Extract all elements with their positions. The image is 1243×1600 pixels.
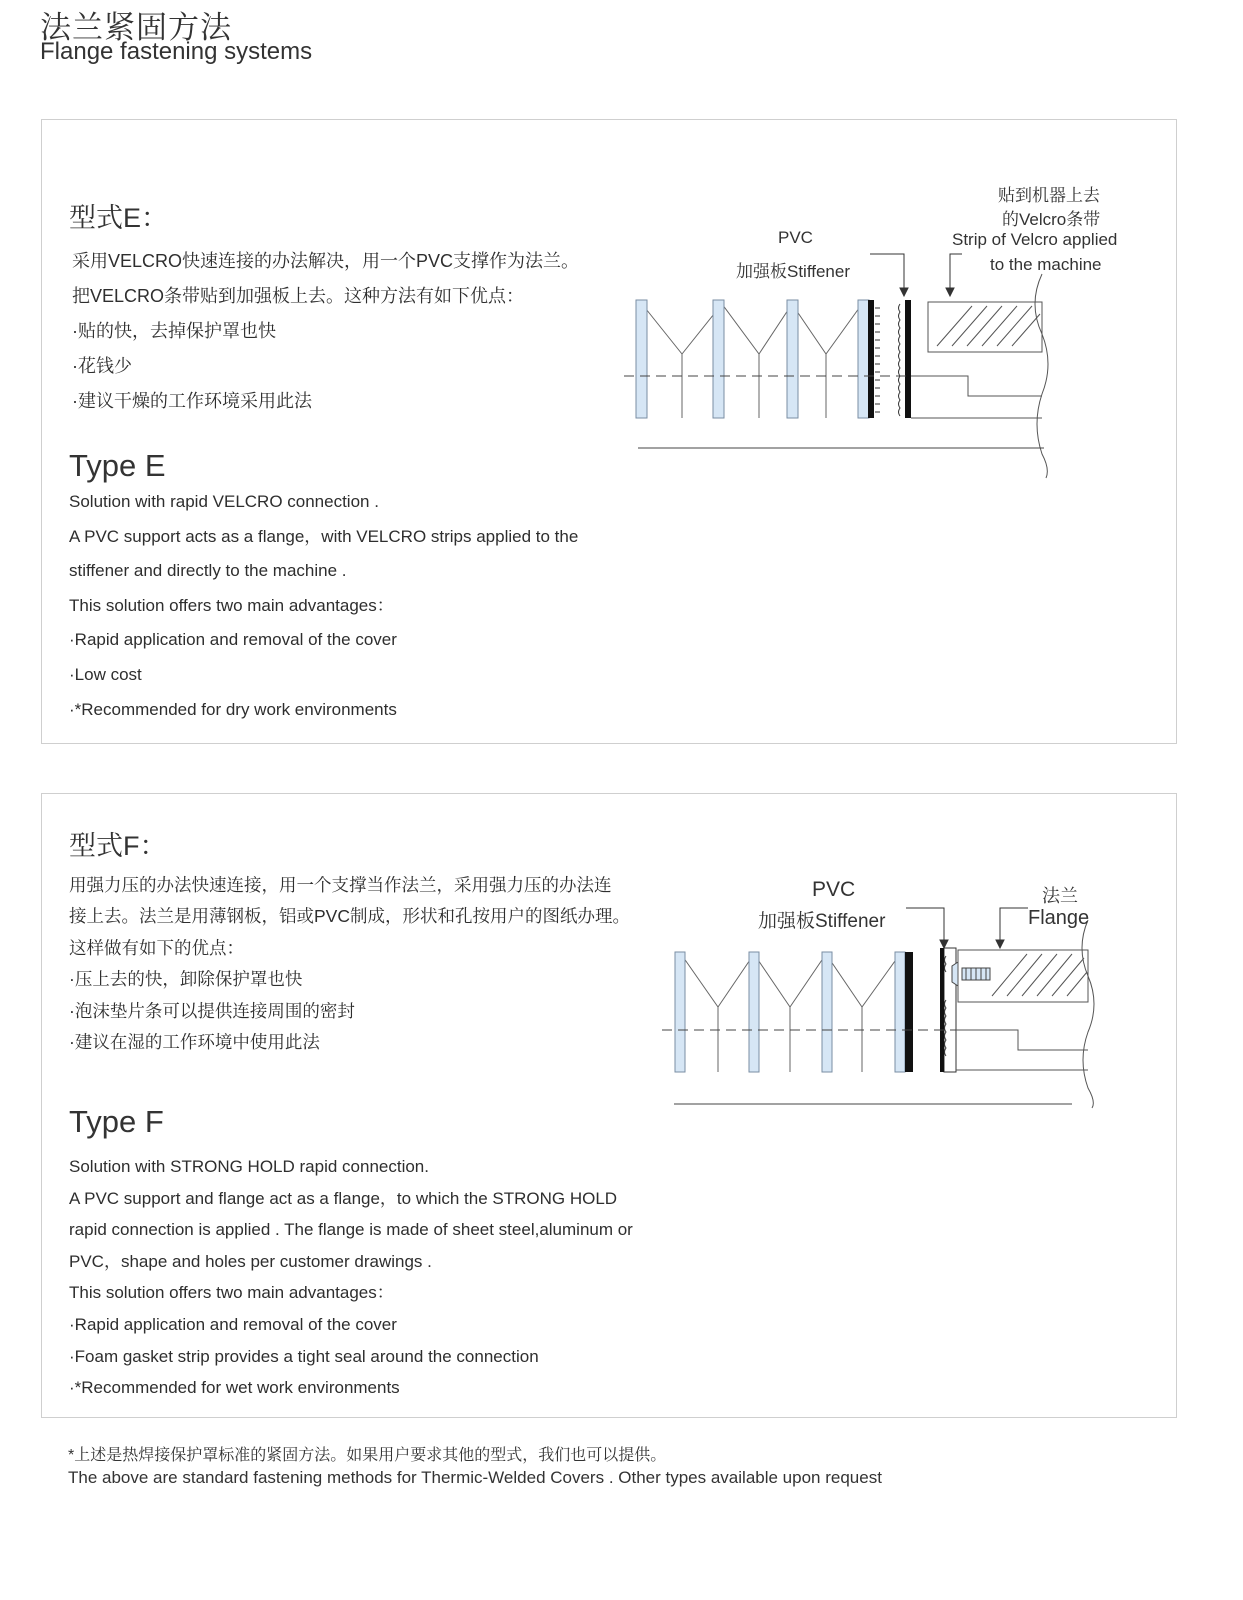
page-title-cn: 法兰紧固方法 [40,10,232,45]
type-f-title-cn: 型式F： [69,831,167,861]
machine-body [956,920,1094,1108]
page-title-en: Flange fastening systems [40,38,313,65]
velcro-label-cn-2: 的Velcro条带 [1002,210,1101,229]
type-e-cn-line: ·贴的快，去掉保护罩也快 [72,321,276,341]
velcro-label-en-1: Strip of Velcro applied [952,230,1118,249]
stiffener-label: 加强板Stiffener [758,911,886,932]
type-e-description-en [69,489,578,731]
type-e-panel [41,119,1177,744]
type-e-cn-line: 把VELCRO条带贴到加强板上去。这种方法有如下优点： [72,286,525,306]
pvc-label: PVC [812,878,856,901]
flange-label-en: Flange [1028,907,1090,929]
type-e-en-line: A PVC support acts as a flange，with VELCRO strips applied to the [69,526,579,546]
stiffener-plate [905,952,913,1072]
type-e-cn-line: 采用VELCRO快速连接的办法解决，用一个PVC支撑作为法兰。 [72,251,580,271]
stiffener-plate [868,300,874,418]
type-f-cn-line: 接上去。法兰是用薄钢板，铝或PVC制成，形状和孔按用户的图纸办理。 [69,906,630,927]
velcro-loops-machine [899,304,901,416]
type-f-en-line: This solution offers two main advantages： [69,1283,394,1303]
pvc-label: PVC [778,228,813,247]
type-f-cn-line: 用强力压的办法快速连接，用一个支撑当作法兰，采用强力压的办法连 [69,875,612,895]
footer-note-cn: *上述是热焊接保护罩标准的紧固方法。如果用户要求其他的型式，我们也可以提供。 [68,1447,667,1464]
type-e-title-cn: 型式E： [69,203,169,233]
flange-label-cn: 法兰 [1042,886,1078,906]
footer-note-en: The above are standard fastening methods for Thermic-Welded Covers . Other types available upon request [68,1468,882,1487]
type-f-cn-line: ·建议在湿的工作环境中使用此法 [69,1031,320,1052]
flange-plate [940,948,944,1072]
stiffener-label: 加强板Stiffener [736,262,851,281]
machine-plate [905,300,911,418]
type-e-en-line: ·Rapid application and removal of the cover [69,630,397,650]
type-f-en-line: Solution with STRONG HOLD rapid connection. [69,1157,429,1176]
pvc-pleat-plates [636,300,869,418]
type-e-en-line: Solution with rapid VELCRO connection . [69,492,379,511]
type-f-cn-line: ·泡沫垫片条可以提供连接周围的密封 [69,1000,355,1021]
velcro-label-en-2: to the machine [990,255,1102,274]
type-e-description-cn [72,247,579,422]
type-f-description-en [69,1154,633,1407]
type-f-en-line: PVC，shape and holes per customer drawings . [69,1251,432,1271]
type-f-panel [41,793,1177,1418]
leader-arrows [870,254,962,296]
leader-arrows [906,908,1028,948]
machine-body [911,274,1048,478]
type-f-diagram [662,878,1132,1112]
type-e-cn-line: ·建议干燥的工作环境采用此法 [72,391,312,411]
type-e-en-line: This solution offers two main advantages： [69,595,394,615]
velcro-label-cn-1: 贴到机器上去 [998,186,1100,205]
type-f-en-line: ·*Recommended for wet work environments [69,1378,400,1398]
type-f-cn-line: ·压上去的快，卸除保护罩也快 [69,969,303,990]
type-e-title-en: Type E [69,448,166,483]
type-f-en-line: ·Rapid application and removal of the cover [69,1314,397,1334]
type-e-en-line: stiffener and directly to the machine . [69,561,347,581]
type-f-title-en: Type F [69,1104,164,1139]
velcro-hooks-stiffener [875,308,880,412]
type-f-en-line: ·Foam gasket strip provides a tight seal around the connection [69,1346,539,1366]
type-e-en-line: ·Low cost [69,664,142,684]
type-f-cn-line: 这样做有如下的优点： [69,937,244,958]
type-e-diagram [632,178,1132,468]
type-f-en-line: rapid connection is applied . The flange is made of sheet steel,aluminum or [69,1220,633,1240]
type-f-description-cn [69,872,630,1060]
type-e-cn-line: ·花钱少 [72,356,132,376]
type-f-en-line: A PVC support and flange act as a flange，to which the STRONG HOLD [69,1188,618,1208]
bellows-pleats [642,304,862,418]
type-e-en-line: ·*Recommended for dry work environments [69,699,397,719]
bellows-pleats [681,954,900,1072]
